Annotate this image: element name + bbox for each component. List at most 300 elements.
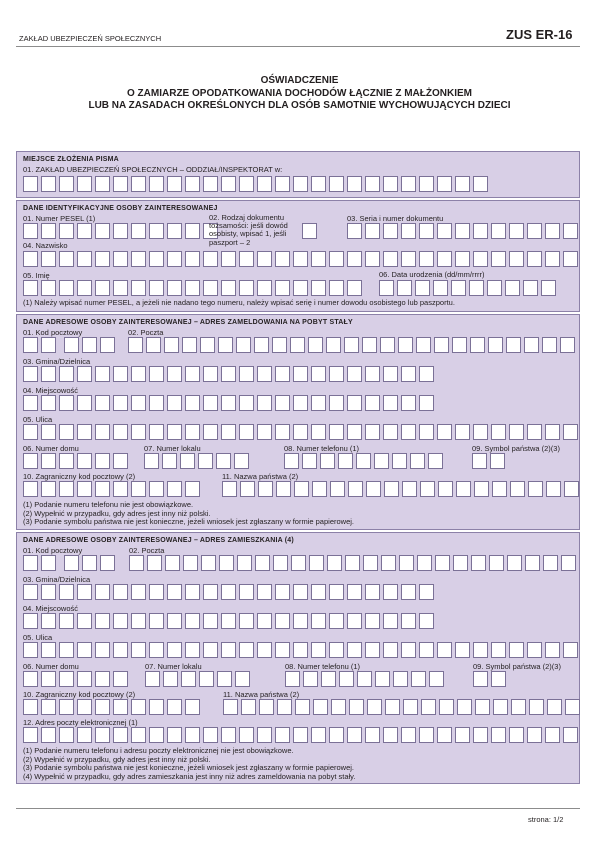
char-box[interactable] [23, 223, 38, 239]
char-box[interactable] [113, 223, 128, 239]
char-box[interactable] [276, 481, 291, 497]
char-box[interactable] [113, 395, 128, 411]
char-box[interactable] [41, 223, 56, 239]
char-box[interactable] [113, 671, 128, 687]
char-box[interactable] [345, 555, 360, 571]
char-box[interactable] [437, 223, 452, 239]
char-box[interactable] [348, 481, 363, 497]
input-house-number[interactable] [23, 453, 131, 469]
char-box[interactable] [183, 555, 198, 571]
char-box[interactable] [149, 366, 164, 382]
char-box[interactable] [437, 176, 452, 192]
char-box[interactable] [401, 727, 416, 743]
char-box[interactable] [563, 424, 578, 440]
char-box[interactable] [131, 223, 146, 239]
char-box[interactable] [82, 555, 97, 571]
char-box[interactable] [403, 699, 418, 715]
char-box[interactable] [23, 366, 38, 382]
char-box[interactable] [419, 642, 434, 658]
char-box[interactable] [491, 424, 506, 440]
char-box[interactable] [415, 280, 430, 296]
char-box[interactable] [401, 424, 416, 440]
char-box[interactable] [451, 280, 466, 296]
char-box[interactable] [77, 251, 92, 267]
char-box[interactable] [560, 337, 575, 353]
char-box[interactable] [203, 642, 218, 658]
char-box[interactable] [221, 366, 236, 382]
char-box[interactable] [113, 366, 128, 382]
char-box[interactable] [509, 251, 524, 267]
char-box[interactable] [437, 642, 452, 658]
char-box[interactable] [113, 453, 128, 469]
char-box[interactable] [383, 424, 398, 440]
char-box[interactable] [473, 424, 488, 440]
char-box[interactable] [167, 251, 182, 267]
char-box[interactable] [273, 555, 288, 571]
char-box[interactable] [41, 555, 56, 571]
input-pesel[interactable] [23, 223, 221, 239]
char-box[interactable] [77, 366, 92, 382]
char-box[interactable] [257, 366, 272, 382]
char-box[interactable] [327, 555, 342, 571]
char-box[interactable] [41, 453, 56, 469]
char-box[interactable] [131, 481, 146, 497]
char-box[interactable] [95, 642, 110, 658]
char-box[interactable] [365, 176, 380, 192]
char-box[interactable] [419, 727, 434, 743]
char-box[interactable] [383, 176, 398, 192]
char-box[interactable] [257, 176, 272, 192]
char-box[interactable] [149, 176, 164, 192]
char-box[interactable] [384, 481, 399, 497]
char-box[interactable] [527, 424, 542, 440]
char-box[interactable] [167, 280, 182, 296]
char-box[interactable] [401, 395, 416, 411]
char-box[interactable] [23, 699, 38, 715]
char-box[interactable] [201, 555, 216, 571]
input-zus-branch[interactable] [23, 176, 491, 192]
char-box[interactable] [113, 251, 128, 267]
char-box[interactable] [113, 280, 128, 296]
char-box[interactable] [547, 699, 562, 715]
char-box[interactable] [59, 280, 74, 296]
input-document-type[interactable] [302, 223, 320, 239]
char-box[interactable] [365, 613, 380, 629]
char-box[interactable] [277, 699, 292, 715]
char-box[interactable] [149, 727, 164, 743]
char-box[interactable] [379, 280, 394, 296]
char-box[interactable] [59, 223, 74, 239]
char-box[interactable] [528, 481, 543, 497]
char-box[interactable] [185, 481, 200, 497]
char-box[interactable] [239, 642, 254, 658]
char-box[interactable] [329, 395, 344, 411]
char-box[interactable] [239, 424, 254, 440]
char-box[interactable] [223, 699, 238, 715]
char-box[interactable] [95, 395, 110, 411]
char-box[interactable] [507, 555, 522, 571]
char-box[interactable] [417, 555, 432, 571]
char-box[interactable] [95, 699, 110, 715]
char-box[interactable] [23, 453, 38, 469]
char-box[interactable] [312, 481, 327, 497]
char-box[interactable] [131, 613, 146, 629]
char-box[interactable] [95, 251, 110, 267]
char-box[interactable] [163, 671, 178, 687]
char-box[interactable] [185, 727, 200, 743]
char-box[interactable] [275, 584, 290, 600]
input-res-postal-code[interactable] [23, 555, 59, 571]
char-box[interactable] [510, 481, 525, 497]
char-box[interactable] [326, 337, 341, 353]
char-box[interactable] [41, 642, 56, 658]
char-box[interactable] [95, 613, 110, 629]
char-box[interactable] [329, 642, 344, 658]
char-box[interactable] [429, 671, 444, 687]
char-box[interactable] [545, 727, 560, 743]
char-box[interactable] [419, 584, 434, 600]
input-street[interactable] [23, 424, 581, 440]
char-box[interactable] [563, 642, 578, 658]
char-box[interactable] [149, 699, 164, 715]
char-box[interactable] [185, 699, 200, 715]
char-box[interactable] [237, 555, 252, 571]
char-box[interactable] [59, 642, 74, 658]
char-box[interactable] [349, 699, 364, 715]
char-box[interactable] [59, 613, 74, 629]
char-box[interactable] [311, 251, 326, 267]
char-box[interactable] [185, 280, 200, 296]
char-box[interactable] [275, 395, 290, 411]
char-box[interactable] [347, 584, 362, 600]
char-box[interactable] [185, 251, 200, 267]
char-box[interactable] [167, 584, 182, 600]
char-box[interactable] [311, 424, 326, 440]
char-box[interactable] [64, 555, 79, 571]
char-box[interactable] [473, 251, 488, 267]
char-box[interactable] [239, 584, 254, 600]
char-box[interactable] [23, 671, 38, 687]
char-box[interactable] [162, 453, 177, 469]
char-box[interactable] [167, 481, 182, 497]
char-box[interactable] [420, 481, 435, 497]
char-box[interactable] [311, 584, 326, 600]
char-box[interactable] [41, 280, 56, 296]
char-box[interactable] [77, 699, 92, 715]
char-box[interactable] [311, 366, 326, 382]
char-box[interactable] [59, 727, 74, 743]
char-box[interactable] [113, 699, 128, 715]
char-box[interactable] [374, 453, 389, 469]
char-box[interactable] [344, 337, 359, 353]
char-box[interactable] [545, 251, 560, 267]
char-box[interactable] [167, 176, 182, 192]
char-box[interactable] [545, 642, 560, 658]
char-box[interactable] [294, 481, 309, 497]
char-box[interactable] [491, 727, 506, 743]
char-box[interactable] [145, 671, 160, 687]
char-box[interactable] [203, 176, 218, 192]
char-box[interactable] [527, 642, 542, 658]
char-box[interactable] [222, 481, 237, 497]
char-box[interactable] [82, 337, 97, 353]
char-box[interactable] [146, 337, 161, 353]
char-box[interactable] [77, 453, 92, 469]
char-box[interactable] [149, 424, 164, 440]
char-box[interactable] [77, 727, 92, 743]
char-box[interactable] [434, 337, 449, 353]
char-box[interactable] [421, 699, 436, 715]
char-box[interactable] [470, 337, 485, 353]
char-box[interactable] [524, 337, 539, 353]
char-box[interactable] [236, 337, 251, 353]
char-box[interactable] [255, 555, 270, 571]
char-box[interactable] [472, 453, 487, 469]
char-box[interactable] [493, 699, 508, 715]
char-box[interactable] [293, 727, 308, 743]
char-box[interactable] [77, 395, 92, 411]
char-box[interactable] [435, 555, 450, 571]
char-box[interactable] [383, 223, 398, 239]
char-box[interactable] [401, 176, 416, 192]
char-box[interactable] [471, 555, 486, 571]
char-box[interactable] [185, 642, 200, 658]
char-box[interactable] [473, 671, 488, 687]
char-box[interactable] [291, 555, 306, 571]
char-box[interactable] [77, 176, 92, 192]
char-box[interactable] [347, 727, 362, 743]
char-box[interactable] [339, 671, 354, 687]
char-box[interactable] [275, 642, 290, 658]
char-box[interactable] [455, 642, 470, 658]
char-box[interactable] [131, 395, 146, 411]
char-box[interactable] [41, 366, 56, 382]
char-box[interactable] [456, 481, 471, 497]
char-box[interactable] [41, 584, 56, 600]
char-box[interactable] [149, 584, 164, 600]
char-box[interactable] [347, 395, 362, 411]
char-box[interactable] [113, 642, 128, 658]
char-box[interactable] [203, 280, 218, 296]
char-box[interactable] [41, 395, 56, 411]
char-box[interactable] [95, 727, 110, 743]
char-box[interactable] [392, 453, 407, 469]
char-box[interactable] [365, 366, 380, 382]
input-locality[interactable] [23, 395, 437, 411]
char-box[interactable] [275, 424, 290, 440]
char-box[interactable] [131, 251, 146, 267]
input-flat-number[interactable] [144, 453, 252, 469]
char-box[interactable] [275, 251, 290, 267]
char-box[interactable] [41, 481, 56, 497]
char-box[interactable] [113, 727, 128, 743]
char-box[interactable] [23, 337, 38, 353]
char-box[interactable] [523, 280, 538, 296]
char-box[interactable] [257, 584, 272, 600]
char-box[interactable] [545, 424, 560, 440]
char-box[interactable] [239, 395, 254, 411]
char-box[interactable] [219, 555, 234, 571]
char-box[interactable] [293, 176, 308, 192]
char-box[interactable] [272, 337, 287, 353]
char-box[interactable] [311, 642, 326, 658]
char-box[interactable] [131, 280, 146, 296]
char-box[interactable] [240, 481, 255, 497]
char-box[interactable] [144, 453, 159, 469]
char-box[interactable] [511, 699, 526, 715]
char-box[interactable] [59, 671, 74, 687]
char-box[interactable] [257, 727, 272, 743]
char-box[interactable] [469, 280, 484, 296]
char-box[interactable] [475, 699, 490, 715]
char-box[interactable] [329, 366, 344, 382]
char-box[interactable] [77, 613, 92, 629]
char-box[interactable] [293, 366, 308, 382]
char-box[interactable] [491, 642, 506, 658]
char-box[interactable] [113, 584, 128, 600]
char-box[interactable] [218, 337, 233, 353]
char-box[interactable] [455, 176, 470, 192]
char-box[interactable] [438, 481, 453, 497]
char-box[interactable] [356, 453, 371, 469]
char-box[interactable] [221, 395, 236, 411]
char-box[interactable] [473, 727, 488, 743]
char-box[interactable] [509, 727, 524, 743]
char-box[interactable] [505, 280, 520, 296]
char-box[interactable] [383, 395, 398, 411]
char-box[interactable] [347, 424, 362, 440]
char-box[interactable] [64, 337, 79, 353]
char-box[interactable] [455, 223, 470, 239]
char-box[interactable] [23, 280, 38, 296]
char-box[interactable] [95, 453, 110, 469]
char-box[interactable] [563, 251, 578, 267]
char-box[interactable] [338, 453, 353, 469]
char-box[interactable] [320, 453, 335, 469]
char-box[interactable] [474, 481, 489, 497]
char-box[interactable] [401, 366, 416, 382]
input-birth-date[interactable] [379, 280, 559, 296]
char-box[interactable] [131, 727, 146, 743]
char-box[interactable] [257, 424, 272, 440]
char-box[interactable] [275, 613, 290, 629]
char-box[interactable] [185, 395, 200, 411]
char-box[interactable] [313, 699, 328, 715]
char-box[interactable] [527, 223, 542, 239]
char-box[interactable] [239, 280, 254, 296]
char-box[interactable] [293, 424, 308, 440]
char-box[interactable] [452, 337, 467, 353]
char-box[interactable] [59, 366, 74, 382]
char-box[interactable] [419, 223, 434, 239]
char-box[interactable] [311, 280, 326, 296]
input-res-commune[interactable] [23, 584, 437, 600]
char-box[interactable] [95, 366, 110, 382]
char-box[interactable] [239, 613, 254, 629]
char-box[interactable] [23, 176, 38, 192]
char-box[interactable] [419, 395, 434, 411]
char-box[interactable] [546, 481, 561, 497]
char-box[interactable] [410, 453, 425, 469]
char-box[interactable] [95, 584, 110, 600]
char-box[interactable] [365, 251, 380, 267]
input-surname[interactable] [23, 251, 581, 267]
char-box[interactable] [149, 223, 164, 239]
char-box[interactable] [41, 671, 56, 687]
char-box[interactable] [419, 366, 434, 382]
char-box[interactable] [491, 223, 506, 239]
char-box[interactable] [199, 671, 214, 687]
char-box[interactable] [185, 176, 200, 192]
char-box[interactable] [200, 337, 215, 353]
char-box[interactable] [509, 642, 524, 658]
char-box[interactable] [363, 555, 378, 571]
char-box[interactable] [367, 699, 382, 715]
char-box[interactable] [185, 613, 200, 629]
char-box[interactable] [416, 337, 431, 353]
char-box[interactable] [311, 727, 326, 743]
char-box[interactable] [275, 176, 290, 192]
char-box[interactable] [303, 671, 318, 687]
char-box[interactable] [167, 613, 182, 629]
char-box[interactable] [131, 584, 146, 600]
char-box[interactable] [203, 251, 218, 267]
input-res-locality[interactable] [23, 613, 437, 629]
char-box[interactable] [221, 280, 236, 296]
char-box[interactable] [565, 699, 580, 715]
input-foreign-postal-code[interactable] [23, 481, 203, 497]
char-box[interactable] [398, 337, 413, 353]
char-box[interactable] [308, 337, 323, 353]
char-box[interactable] [185, 424, 200, 440]
char-box[interactable] [329, 280, 344, 296]
char-box[interactable] [239, 366, 254, 382]
char-box[interactable] [149, 251, 164, 267]
char-box[interactable] [383, 366, 398, 382]
char-box[interactable] [525, 555, 540, 571]
char-box[interactable] [257, 251, 272, 267]
char-box[interactable] [59, 395, 74, 411]
char-box[interactable] [381, 555, 396, 571]
char-box[interactable] [59, 481, 74, 497]
char-box[interactable] [41, 727, 56, 743]
char-box[interactable] [506, 337, 521, 353]
char-box[interactable] [221, 727, 236, 743]
char-box[interactable] [330, 481, 345, 497]
char-box[interactable] [365, 584, 380, 600]
char-box[interactable] [295, 699, 310, 715]
char-box[interactable] [131, 366, 146, 382]
char-box[interactable] [362, 337, 377, 353]
char-box[interactable] [401, 642, 416, 658]
char-box[interactable] [329, 176, 344, 192]
input-res-post-office[interactable] [129, 555, 579, 571]
char-box[interactable] [347, 251, 362, 267]
char-box[interactable] [311, 176, 326, 192]
char-box[interactable] [419, 424, 434, 440]
char-box[interactable] [365, 642, 380, 658]
char-box[interactable] [331, 699, 346, 715]
input-res-house-number[interactable] [23, 671, 131, 687]
char-box[interactable] [235, 671, 250, 687]
char-box[interactable] [347, 176, 362, 192]
char-box[interactable] [113, 424, 128, 440]
char-box[interactable] [113, 176, 128, 192]
char-box[interactable] [293, 251, 308, 267]
char-box[interactable] [347, 366, 362, 382]
char-box[interactable] [457, 699, 472, 715]
input-postal-code[interactable] [23, 337, 59, 353]
